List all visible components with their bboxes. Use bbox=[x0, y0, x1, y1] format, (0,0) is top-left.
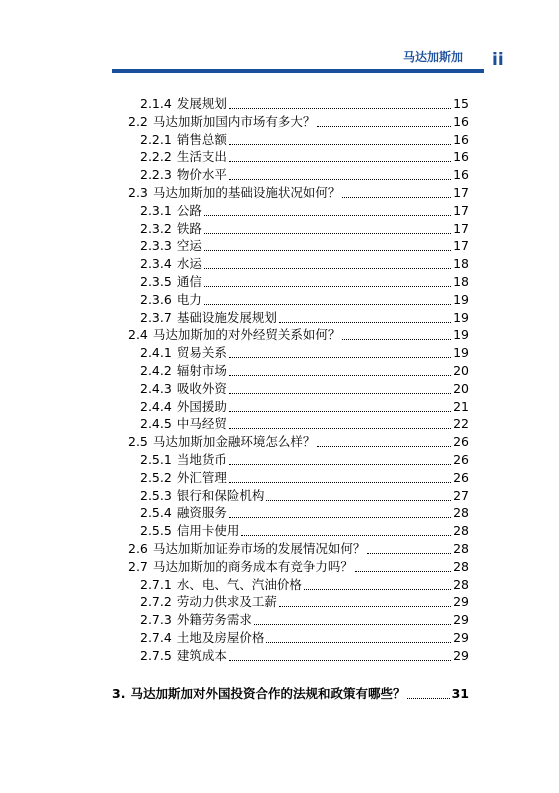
toc-entry-page: 16 bbox=[453, 113, 469, 129]
toc-entry-title: 马达加斯加的基础设施状况如何？ bbox=[152, 185, 341, 200]
toc-entry-number: 2.4.3 bbox=[140, 380, 172, 396]
toc-entry[interactable] bbox=[140, 629, 469, 647]
toc-entry-page: 29 bbox=[453, 612, 469, 628]
toc-entry[interactable] bbox=[140, 255, 469, 273]
toc-entry-number: 2.4.5 bbox=[140, 416, 172, 432]
toc-entry-title: 空运 bbox=[176, 238, 202, 254]
toc-entry-page: 17 bbox=[453, 185, 469, 200]
toc-entry-title: 融资服务 bbox=[176, 505, 227, 521]
toc-entry-title: 物价水平 bbox=[176, 167, 227, 183]
toc-entry[interactable] bbox=[140, 344, 469, 362]
dot-leader bbox=[355, 571, 451, 572]
toc-entry[interactable] bbox=[140, 291, 469, 309]
dot-leader bbox=[241, 535, 451, 536]
toc-entry-page: 28 bbox=[453, 541, 469, 556]
toc-entry-number: 2.5.3 bbox=[140, 487, 172, 503]
toc-entry-number: 2.3.2 bbox=[140, 220, 172, 236]
toc-entry-title: 发展规划 bbox=[176, 96, 227, 111]
toc-entry-page: 19 bbox=[453, 327, 469, 343]
toc-entry-page: 28 bbox=[453, 523, 469, 539]
toc-entry[interactable] bbox=[140, 487, 469, 505]
toc-entry-title: 马达加斯加国内市场有多大？ bbox=[152, 113, 316, 129]
toc-entry-page: 27 bbox=[453, 487, 469, 503]
toc-entry[interactable] bbox=[140, 237, 469, 255]
toc-entry[interactable] bbox=[140, 611, 469, 629]
toc-entry[interactable] bbox=[140, 451, 469, 469]
toc-entry-number: 2.5.2 bbox=[140, 469, 172, 485]
toc-entry-title: 建筑成本 bbox=[176, 647, 227, 663]
dot-leader bbox=[317, 446, 451, 447]
toc-entry-number: 2.3.1 bbox=[140, 202, 172, 218]
dot-leader bbox=[229, 482, 451, 483]
toc-entry[interactable] bbox=[140, 273, 469, 291]
toc-entry-number: 2.7.5 bbox=[140, 647, 172, 663]
toc-entry[interactable] bbox=[128, 558, 469, 576]
toc-entry[interactable] bbox=[140, 576, 469, 594]
dot-leader bbox=[266, 500, 451, 501]
dot-leader bbox=[229, 161, 451, 162]
toc-entry-page: 19 bbox=[453, 345, 469, 361]
toc-entry[interactable] bbox=[140, 202, 469, 220]
dot-leader bbox=[229, 144, 451, 145]
dot-leader bbox=[229, 393, 451, 394]
toc-entry-number: 2.5 bbox=[128, 434, 148, 450]
dot-leader bbox=[342, 197, 451, 198]
toc-entry-number: 2.2.2 bbox=[140, 149, 172, 165]
dot-leader bbox=[229, 428, 451, 429]
toc-entry-title: 水运 bbox=[176, 256, 202, 272]
toc-entry-number: 3. bbox=[112, 685, 126, 701]
dot-leader bbox=[229, 517, 451, 518]
toc-entry-title: 水、电、气、汽油价格 bbox=[176, 576, 302, 592]
toc-entry-title: 外国援助 bbox=[176, 398, 227, 414]
toc-entry-number: 2.3.6 bbox=[140, 291, 172, 307]
toc-entry-page: 19 bbox=[453, 291, 469, 307]
toc-entry-page: 17 bbox=[453, 238, 469, 254]
toc-entry-title: 销售总额 bbox=[176, 131, 227, 147]
toc-entry[interactable] bbox=[140, 504, 469, 522]
toc-entry-title: 马达加斯加证券市场的发展情况如何？ bbox=[152, 541, 366, 556]
toc-entry-number: 2.7 bbox=[128, 558, 148, 574]
toc-entry-number: 2.7.2 bbox=[140, 594, 172, 610]
toc-entry-number: 2.4.4 bbox=[140, 398, 172, 414]
toc-entry[interactable] bbox=[140, 362, 469, 380]
dot-leader bbox=[407, 698, 449, 699]
dot-leader bbox=[204, 215, 451, 216]
toc-entry-page: 28 bbox=[453, 505, 469, 521]
dot-leader bbox=[304, 589, 451, 590]
toc-entry-title: 马达加斯加金融环境怎么样？ bbox=[152, 434, 316, 450]
dot-leader bbox=[204, 286, 451, 287]
toc-entry-page: 22 bbox=[453, 416, 469, 432]
toc-entry-number: 2.4 bbox=[128, 327, 148, 343]
toc-entry-title: 贸易关系 bbox=[176, 345, 227, 361]
toc-entry-title: 铁路 bbox=[176, 220, 202, 236]
toc-entry-page: 16 bbox=[453, 167, 469, 183]
dot-leader bbox=[229, 375, 451, 376]
toc-entry[interactable] bbox=[128, 540, 469, 558]
toc-entry-number: 2.5.1 bbox=[140, 452, 172, 467]
toc-entry-page: 29 bbox=[453, 630, 469, 645]
toc-entry-title: 当地货币 bbox=[176, 452, 227, 467]
dot-leader bbox=[254, 624, 451, 625]
toc-entry-title: 公路 bbox=[176, 202, 202, 218]
toc-entry-title: 外籍劳务需求 bbox=[176, 612, 252, 628]
toc-entry-title: 土地及房屋价格 bbox=[176, 630, 265, 645]
toc-entry-page: 20 bbox=[453, 363, 469, 378]
dot-leader bbox=[342, 339, 451, 340]
toc-entry-page: 26 bbox=[453, 434, 469, 450]
toc-entry-title: 中马经贸 bbox=[176, 416, 227, 432]
toc-entry[interactable] bbox=[140, 166, 469, 184]
toc-entry-title: 吸收外资 bbox=[176, 380, 227, 396]
toc-entry-page: 21 bbox=[453, 398, 469, 414]
toc-entry[interactable] bbox=[128, 433, 469, 451]
dot-leader bbox=[229, 357, 451, 358]
dot-leader bbox=[229, 411, 451, 412]
toc-entry-number: 2.3.4 bbox=[140, 256, 172, 272]
toc-entry-number: 2.3.5 bbox=[140, 274, 172, 289]
toc-entry-number: 2.4.2 bbox=[140, 363, 172, 378]
toc-entry-number: 2.1.4 bbox=[140, 96, 172, 111]
toc-entry-page: 28 bbox=[453, 558, 469, 574]
toc-entry[interactable] bbox=[140, 522, 469, 540]
toc-entry-page: 15 bbox=[453, 96, 469, 111]
toc-entry[interactable] bbox=[140, 220, 469, 238]
toc-entry-page: 29 bbox=[453, 647, 469, 663]
toc-entry-title: 基础设施发展规划 bbox=[176, 309, 277, 325]
toc-entry-page: 28 bbox=[453, 576, 469, 592]
toc-entry[interactable] bbox=[140, 647, 469, 665]
toc-entry-number: 2.3.3 bbox=[140, 238, 172, 254]
dot-leader bbox=[266, 642, 451, 643]
toc-entry[interactable] bbox=[140, 380, 469, 398]
toc-entry[interactable] bbox=[140, 593, 469, 611]
toc-entry[interactable] bbox=[128, 113, 469, 131]
toc-entry-number: 2.3.7 bbox=[140, 309, 172, 325]
toc-entry-title: 银行和保险机构 bbox=[176, 487, 265, 503]
dot-leader bbox=[279, 606, 451, 607]
toc-entry-page: 19 bbox=[453, 309, 469, 325]
toc-entry-title: 劳动力供求及工薪 bbox=[176, 594, 277, 610]
toc-entry-page: 29 bbox=[453, 594, 469, 610]
dot-leader bbox=[229, 108, 451, 109]
toc-entry-page: 18 bbox=[453, 256, 469, 272]
dot-leader bbox=[317, 126, 451, 127]
toc-entry-number: 2.4.1 bbox=[140, 345, 172, 361]
toc-entry[interactable] bbox=[140, 415, 469, 433]
toc-entry-title: 信用卡使用 bbox=[176, 523, 240, 539]
dot-leader bbox=[204, 268, 451, 269]
toc-entry-title: 外汇管理 bbox=[176, 469, 227, 485]
toc-entry-number: 2.2.1 bbox=[140, 131, 172, 147]
toc-entry[interactable] bbox=[128, 326, 469, 344]
page-number: ii bbox=[492, 50, 504, 70]
toc-entry-number: 2.5.4 bbox=[140, 505, 172, 521]
toc-entry-title: 电力 bbox=[176, 291, 202, 307]
toc-entry-number: 2.5.5 bbox=[140, 523, 172, 539]
toc-entry[interactable] bbox=[140, 469, 469, 487]
toc-entry-page: 18 bbox=[453, 274, 469, 289]
toc-entry-title: 通信 bbox=[176, 274, 202, 289]
toc-entry-page: 16 bbox=[453, 149, 469, 165]
toc-entry-page: 16 bbox=[453, 131, 469, 147]
toc-entry-page: 17 bbox=[453, 220, 469, 236]
dot-leader bbox=[279, 322, 451, 323]
toc-entry[interactable] bbox=[140, 148, 469, 166]
dot-leader bbox=[367, 553, 451, 554]
toc-entry-page: 26 bbox=[453, 469, 469, 485]
toc-entry[interactable] bbox=[140, 95, 469, 113]
dot-leader bbox=[229, 464, 451, 465]
toc-entry-number: 2.2 bbox=[128, 113, 148, 129]
toc-entry-title: 生活支出 bbox=[176, 149, 227, 165]
toc-entry-number: 2.7.1 bbox=[140, 576, 172, 592]
toc-entry-number: 2.6 bbox=[128, 541, 148, 556]
toc-entry-number: 2.3 bbox=[128, 185, 148, 200]
toc-entry-number: 2.2.3 bbox=[140, 167, 172, 183]
toc-entry-title: 马达加斯加的商务成本有竞争力吗？ bbox=[152, 558, 353, 574]
toc-entry-title: 马达加斯加的对外经贸关系如何？ bbox=[152, 327, 341, 343]
toc-entry-page: 17 bbox=[453, 202, 469, 218]
toc-entry-number: 2.7.4 bbox=[140, 630, 172, 645]
toc-entry[interactable] bbox=[112, 685, 469, 703]
dot-leader bbox=[229, 660, 451, 661]
dot-leader bbox=[204, 233, 451, 234]
toc-entry[interactable] bbox=[140, 398, 469, 416]
toc-entry-number: 2.7.3 bbox=[140, 612, 172, 628]
dot-leader bbox=[204, 250, 451, 251]
toc-entry[interactable] bbox=[140, 131, 469, 149]
toc-entry-page: 20 bbox=[453, 380, 469, 396]
toc-entry-page: 26 bbox=[453, 452, 469, 467]
dot-leader bbox=[204, 304, 451, 305]
toc-entry-title: 辐射市场 bbox=[176, 363, 227, 378]
toc-entry-page: 31 bbox=[451, 685, 469, 701]
toc-entry-title: 马达加斯加对外国投资合作的法规和政策有哪些？ bbox=[130, 685, 406, 701]
toc-entry[interactable] bbox=[140, 309, 469, 327]
dot-leader bbox=[229, 179, 451, 180]
header-title: 马达加斯加 bbox=[402, 50, 463, 64]
toc-entry[interactable] bbox=[128, 184, 469, 202]
